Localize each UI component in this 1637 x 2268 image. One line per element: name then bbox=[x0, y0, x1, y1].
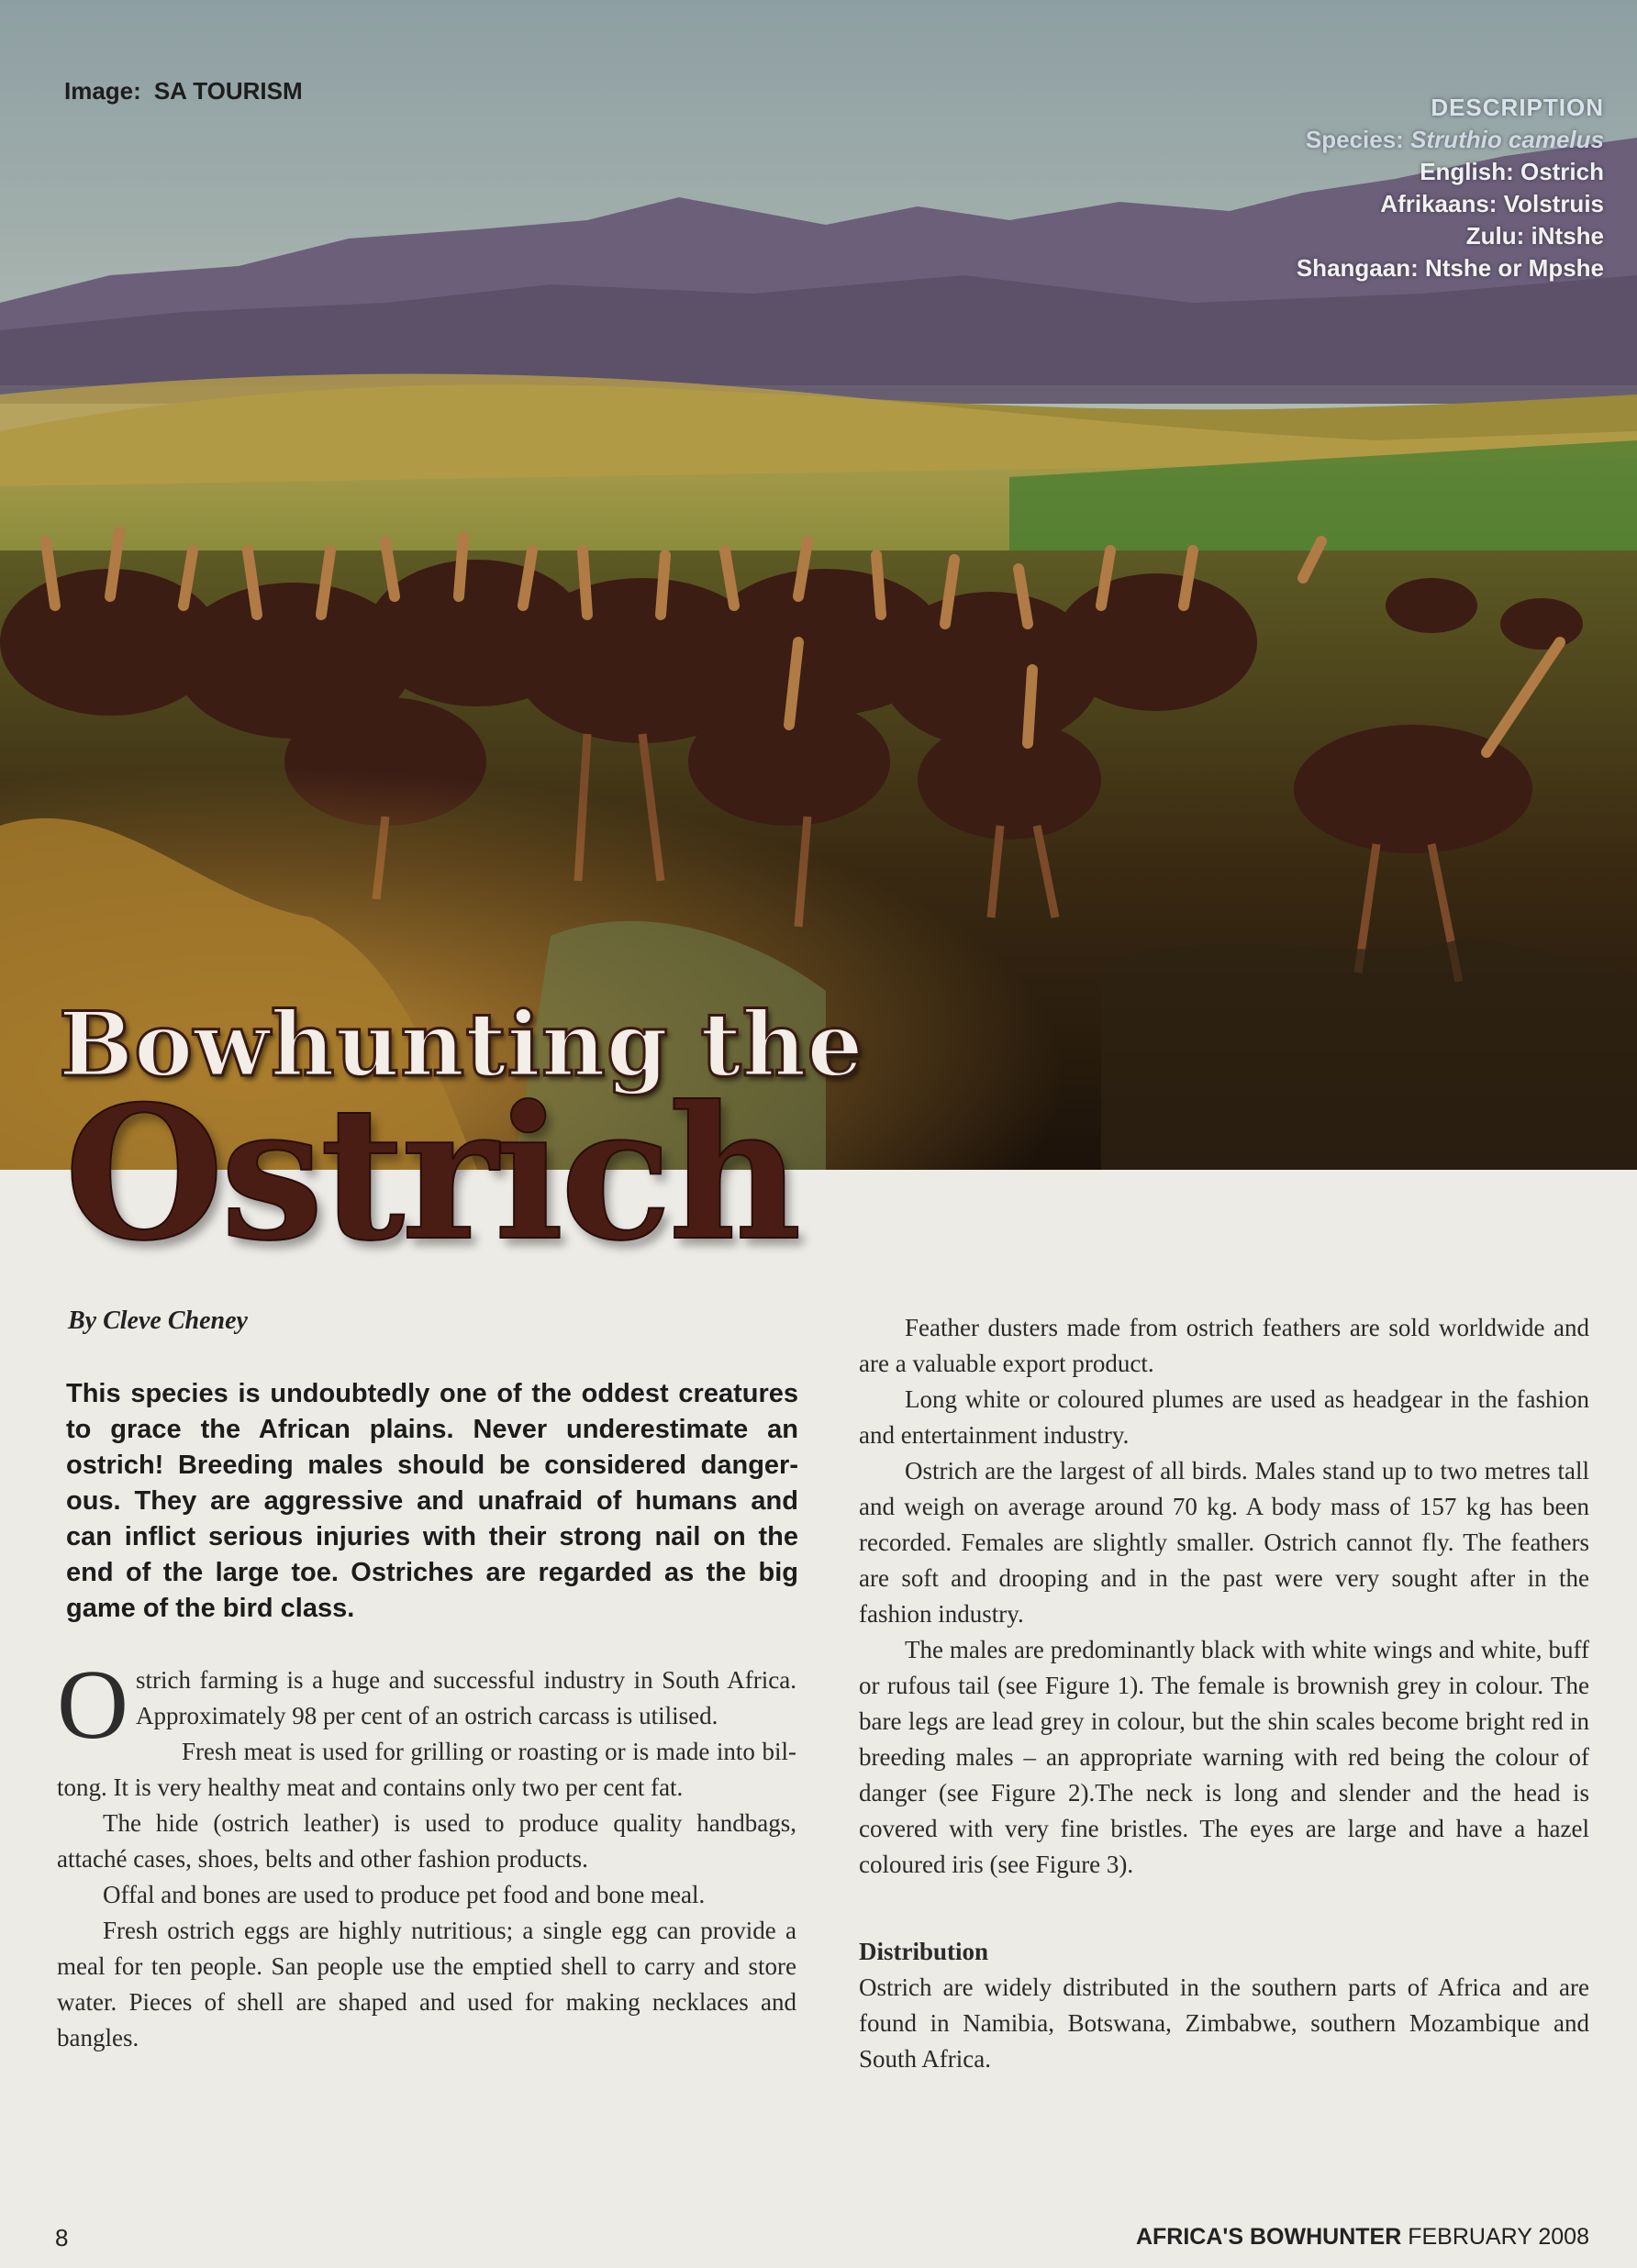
body-paragraph: Ostrich are widely distributed in the southern parts of Africa and are found in Namibia, Botswana, Zimbabwe, southern Mozambique and South Africa. bbox=[859, 1973, 1589, 2073]
body-paragraph: Feather dusters made from ostrich feathers are sold worldwide and are a valuable export product. bbox=[859, 1314, 1589, 1377]
shangaan-name: Shangaan: Ntshe or Mpshe bbox=[1296, 254, 1604, 282]
afrikaans-name: Afrikaans: Volstruis bbox=[1380, 190, 1604, 217]
left-column bbox=[57, 1651, 796, 2056]
english-name: English: Ostrich bbox=[1420, 158, 1604, 185]
image-credit bbox=[64, 77, 303, 106]
species-label: Species: bbox=[1305, 126, 1404, 153]
description-heading: DESCRIPTION bbox=[1431, 94, 1604, 121]
body-paragraph: The males are predominantly black with white wings and white, buff or rufous tail (see Figure 1). The female is brownish grey in colour. The bare legs are lead grey in colour, but the shin scales become bright red in breeding males – an appropriate warning with red being the colour of danger (see Figure 2).The neck is long and slender and the head is covered with very fine bristles. The eyes are large and have a hazel coloured iris (see Figure 3). bbox=[859, 1636, 1589, 1878]
species-value: Struthio camelus bbox=[1410, 126, 1604, 153]
body-paragraph bbox=[57, 1651, 796, 1760]
body-paragraph: Ostrich are the largest of all birds. Males stand up to two metres tall and weigh on average around 70 kg. A body mass of 157 kg has been recorded. Females are slightly smaller. Ostrich cannot fly. The feathers are soft and drooping and in the past were very sought after in the fashion industry. bbox=[859, 1457, 1589, 1628]
title-line-2: Ostrich bbox=[64, 1066, 798, 1282]
body-paragraph: Offal and bones are used to produce pet food and bone meal. bbox=[103, 1881, 706, 1908]
image-credit-label: Image: bbox=[64, 77, 141, 105]
dropcap: O bbox=[57, 1651, 128, 1760]
image-credit-source: SA TOURISM bbox=[153, 77, 303, 105]
lead-paragraph: This species is undoubtedly one of the oddest creatures to grace the African plains. Never underestimate an ostrich! Breeding males should be considered dangerous. They are aggressive and unafraid of humans and can inflict serious injuries with their strong nail on the end of the large toe. Ostriches are regarded as the big game of the bird class. bbox=[66, 1379, 798, 1623]
magazine-name: AFRICA'S BOWHUNTER bbox=[1135, 2224, 1402, 2250]
body-paragraph: The hide (ostrich leather) is used to produce quality handbags, attaché cases, shoes, belts and other fashion products. bbox=[57, 1809, 796, 1873]
paragraph-text: strich farming is a huge and successful industry in South Africa. Approximately 98 per cent of an ostrich carcass is utilised. bbox=[136, 1666, 796, 1729]
page-number: 8 bbox=[55, 2224, 69, 2251]
magazine-footer bbox=[1136, 2224, 1589, 2251]
right-column bbox=[859, 1310, 1589, 2077]
byline: By Cleve Cheney bbox=[68, 1306, 248, 1335]
body-paragraph: Fresh ostrich eggs are highly nutritious; a single egg can provide a meal for ten people. San people use the emptied shell to carry and store water. Pieces of shell are shaped and used for making necklaces and bangles. bbox=[57, 1917, 796, 2051]
body-paragraph: Long white or coloured plumes are used as headgear in the fashion and entertainment industry. bbox=[859, 1385, 1589, 1449]
body-paragraph: Fresh meat is used for grilling or roasting or is made into biltong. It is very healthy meat and contains only two per cent fat. bbox=[57, 1738, 796, 1801]
species-description-box bbox=[1297, 92, 1604, 284]
zulu-name: Zulu: iNtshe bbox=[1465, 222, 1604, 250]
section-heading-distribution: Distribution bbox=[859, 1938, 989, 1965]
issue-date: FEBRUARY 2008 bbox=[1408, 2224, 1589, 2250]
title-line-1: Bowhunting the bbox=[59, 993, 864, 1096]
